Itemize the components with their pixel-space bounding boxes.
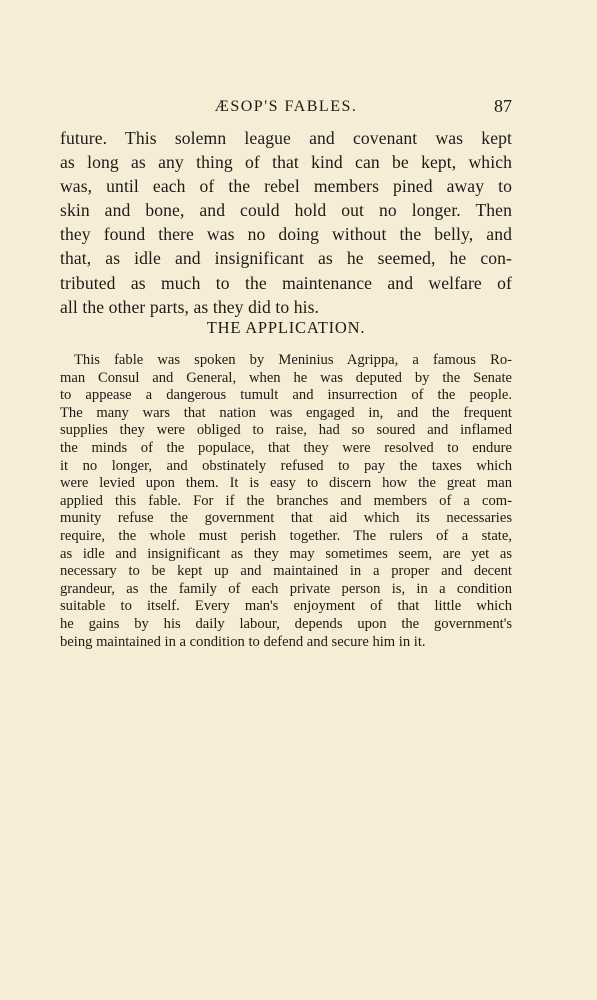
section-heading: THE APPLICATION.	[206, 318, 366, 337]
text-line: munity refuse the government that aid which its necessaries	[60, 510, 512, 527]
text-line: all the other parts, as they did to his.	[60, 296, 320, 317]
text-line: he gains by his daily labour, depends upon the government's	[60, 615, 512, 632]
text-line: as long as any thing of that kind can be kept, which	[60, 152, 512, 173]
text-line: necessary to be kept up and maintained in a proper and decent	[60, 563, 512, 580]
text-line: was, until each of the rebel members pined away to	[60, 176, 512, 197]
text-line: as idle and insignificant as they may sometimes seem, are yet as	[60, 545, 512, 562]
text-line: This fable was spoken by Meninius Agrippa, a famous Ro-	[74, 352, 512, 368]
text-line: were levied upon them. It is easy to discern how the great man	[60, 475, 512, 492]
text-line: it no longer, and obstinately refused to pay the taxes which	[60, 457, 512, 474]
text-line: to appease a dangerous tumult and insurrection of the people.	[60, 387, 512, 404]
text-line: require, the whole must perish together. The rulers of a state,	[60, 527, 512, 544]
text-line: man Consul and General, when he was deputed by the Senate	[60, 369, 512, 386]
application-paragraph	[60, 352, 512, 651]
running-head	[60, 96, 512, 118]
text-line: they found there was no doing without the belly, and	[60, 224, 512, 245]
text-line: grandeur, as the family of each private person is, in a condition	[60, 580, 512, 597]
text-line: skin and bone, and could hold out no longer. Then	[60, 200, 512, 221]
text-line: applied this fable. For if the branches and members of a com-	[60, 492, 512, 509]
text-line: being maintained in a condition to defend and secure him in it.	[60, 633, 426, 650]
text-line: supplies they were obliged to raise, had so soured and inflamed	[60, 422, 512, 439]
text-line: The many wars that nation was engaged in, and the frequent	[60, 404, 512, 421]
text-line: suitable to itself. Every man's enjoyment of that little which	[60, 598, 512, 615]
text-line: tributed as much to the maintenance and welfare of	[60, 272, 512, 293]
text-line: future. This solemn league and covenant was kept	[60, 128, 512, 148]
fable-ending-paragraph	[60, 126, 512, 319]
running-title: ÆSOP'S FABLES.	[214, 98, 358, 115]
text-line: that, as idle and insignificant as he seemed, he con-	[60, 248, 512, 269]
page-number: 87	[494, 96, 512, 116]
text-line: the minds of the populace, that they were resolved to endure	[60, 439, 512, 456]
